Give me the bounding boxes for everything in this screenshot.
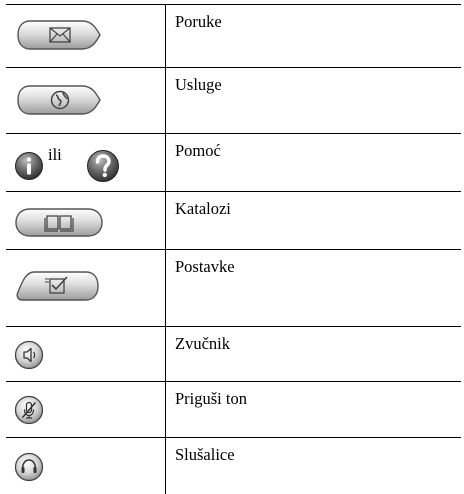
globe-icon [16,84,102,116]
table-row [6,67,461,133]
row-label: Poruke [175,12,222,31]
info-icon [14,151,44,181]
or-connector: ili [48,145,62,164]
mute-icon [14,395,44,425]
row-label: Priguši ton [175,389,247,408]
envelope-icon [16,19,102,51]
row-label: Postavke [175,257,235,276]
table-row [6,326,461,381]
icon-cell [6,381,165,437]
row-label: Usluge [175,75,222,94]
table-row [6,4,461,67]
row-label: Katalozi [175,199,231,218]
icon-cell [6,191,165,249]
book-icon [14,207,104,238]
table-row [6,437,461,494]
table-row [6,249,461,326]
table-row [6,191,461,249]
table-row [6,381,461,437]
row-label: Pomoć [175,141,221,160]
question-icon [86,149,120,183]
icon-cell [6,133,165,191]
row-label: Zvučnik [175,334,230,353]
icon-cell [6,4,165,67]
icon-cell [6,249,165,326]
speaker-icon [14,340,44,370]
checklist-icon [14,270,100,302]
row-label: Slušalice [175,445,235,464]
icon-cell [6,437,165,494]
headset-icon [14,452,44,482]
icon-cell [6,67,165,133]
table-row [6,133,461,191]
icon-cell [6,326,165,381]
